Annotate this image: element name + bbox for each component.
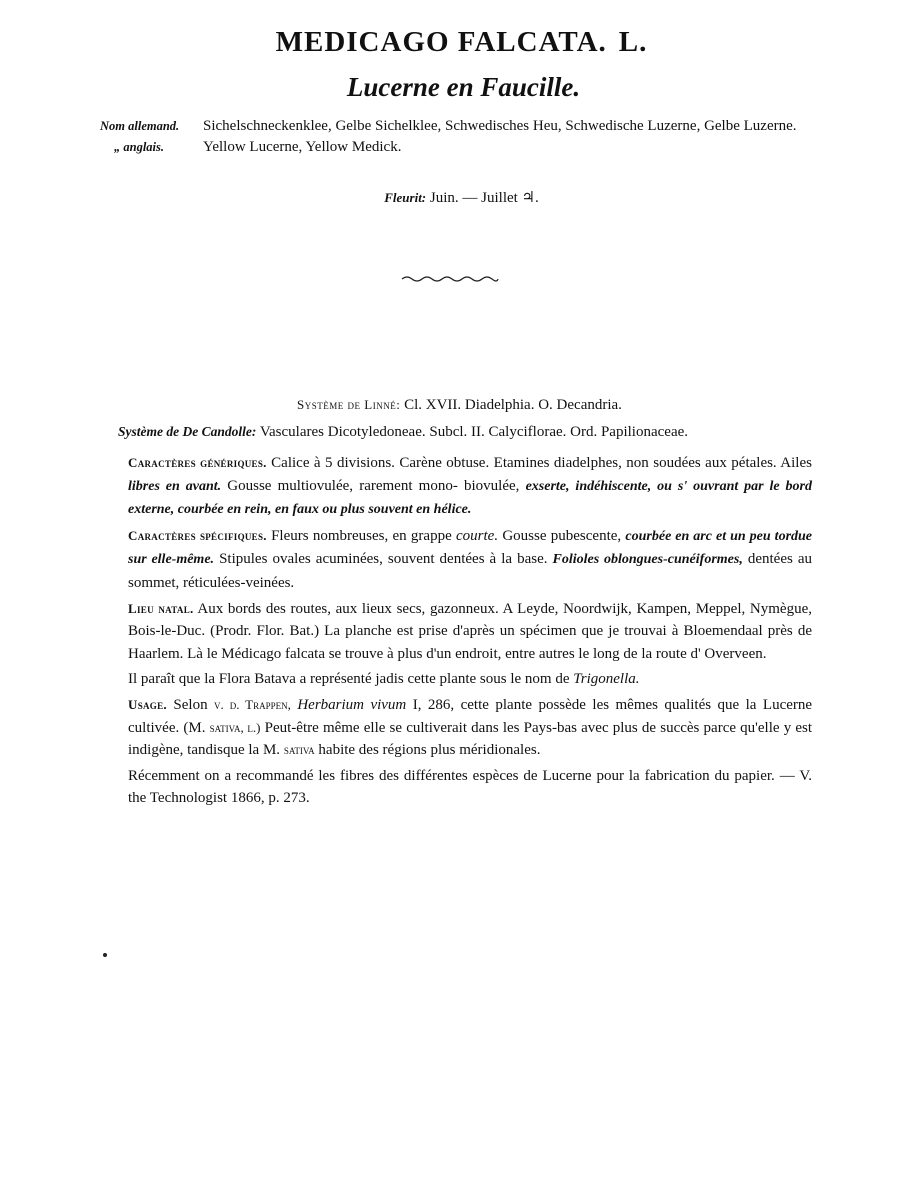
usage-smallcaps-2: sativa, l.) bbox=[209, 719, 261, 735]
usage-smallcaps-3: sativa bbox=[283, 742, 315, 758]
ink-dot bbox=[103, 953, 107, 957]
habitat-heading: Lieu natal. bbox=[128, 600, 194, 616]
specific-text-1: Fleurs nombreuses, en grappe bbox=[271, 527, 452, 544]
generic-characters bbox=[128, 452, 812, 522]
habitat-text: Aux bords des routes, aux lieux secs, gazonneux. A Leyde, Noordwijk, Kampen, Meppel, Nymègue, Bois-le-Duc. (Prodr. Flor. Bat.) La planche est prise d'après un spécimen que je trouvai à Bloemendaal près de Haarlem. Là le Médicago falcata se trouve à plus d'un endroit, entre autres le long de la route d' Overveen. bbox=[128, 600, 812, 662]
german-value: Sichelschneckenklee, Gelbe Sichelklee, Schwedisches Heu, Schwedische Luzerne, Gelbe Luzerne. bbox=[203, 118, 797, 134]
english-value: Yellow Lucerne, Yellow Medick. bbox=[203, 139, 402, 155]
specific-characters bbox=[128, 525, 812, 595]
flora-text: Il paraît que la Flora Batava a représenté jadis cette plante sous le nom de bbox=[128, 671, 570, 688]
candolle-system bbox=[118, 424, 818, 441]
native-habitat bbox=[128, 598, 812, 666]
specific-italic-1: courte. bbox=[456, 527, 499, 544]
vernacular-names bbox=[100, 116, 840, 158]
generic-text-1: Calice à 5 divisions. Carène obtuse. Etamines diadelphes, non soudées aux pétales. Ailes bbox=[271, 455, 812, 471]
usage-italic-1: Herbarium vivum bbox=[297, 696, 407, 713]
specific-text-3: Stipules ovales acuminées, souvent dentées à la base. bbox=[219, 551, 548, 568]
specific-heading: Caractères spécifiques. bbox=[128, 527, 267, 543]
german-label: Nom allemand. bbox=[100, 119, 180, 133]
german-name-row bbox=[100, 116, 840, 137]
generic-heading: Caractères génériques. bbox=[128, 455, 267, 470]
linne-label: Système de Linné: bbox=[297, 397, 401, 412]
generic-text-2: Gousse multiovulée, rarement mono- biovulée, bbox=[227, 477, 520, 494]
linne-value: Cl. XVII. Diadelphia. O. Decandria. bbox=[404, 397, 622, 413]
specific-text-4: dentées au sommet, réticulées-veinées. bbox=[128, 551, 813, 591]
species-name: MEDICAGO FALCATA. bbox=[275, 26, 607, 58]
usage-heading: Usage. bbox=[128, 696, 167, 712]
species-author: L. bbox=[618, 26, 648, 58]
flowering-period bbox=[12, 188, 899, 207]
candolle-label: Système de De Candolle: bbox=[118, 424, 257, 439]
usage-section bbox=[128, 694, 812, 762]
english-label: „ anglais. bbox=[114, 140, 165, 154]
english-name-row bbox=[100, 137, 840, 158]
usage-smallcaps-1: v. d. Trappen, bbox=[214, 696, 291, 712]
linnaean-system bbox=[10, 397, 899, 414]
flowering-value: Juin. — Juillet ♃. bbox=[429, 190, 539, 206]
recent-note bbox=[128, 765, 812, 810]
page-title bbox=[12, 26, 899, 59]
wavy-ornament bbox=[400, 272, 500, 286]
candolle-value: Vasculares Dicotyledoneae. Subcl. II. Calyciflorae. Ord. Papilionaceae. bbox=[259, 424, 689, 440]
usage-text-4: habite des régions plus méridionales. bbox=[318, 742, 541, 759]
specific-italic-2: courbée en arc et un peu tordue sur elle-même. bbox=[128, 528, 813, 568]
specific-italic-3: Folioles oblongues-cunéiformes, bbox=[552, 552, 743, 568]
description-body bbox=[128, 452, 812, 813]
recent-text: Récemment on a recommandé les fibres des différentes espèces de Lucerne pour la fabrication du papier. — V. the Technologist 1866, p. 273. bbox=[128, 767, 812, 807]
flora-italic: Trigonella. bbox=[573, 671, 640, 688]
usage-text-3: Peut-être même elle se cultiverait dans les Pays-bas avec plus de succès parce qu'elle y est indigène, tandisque la M. bbox=[128, 719, 813, 759]
generic-italic-1: libres en avant. bbox=[128, 478, 222, 494]
usage-text-2: I, 286, cette plante possède les mêmes qualités que la Lucerne cultivée. (M. bbox=[128, 696, 813, 736]
common-name: Lucerne en Faucille. bbox=[346, 72, 581, 102]
usage-text-1: Selon bbox=[173, 696, 208, 713]
specific-text-2: Gousse pubescente, bbox=[502, 527, 622, 544]
flora-batava-note bbox=[128, 668, 812, 691]
flowering-label: Fleurit: bbox=[384, 190, 427, 205]
generic-italic-2: exserte, indéhiscente, ou s' ouvrant par le bord externe, courbée en rein, en faux ou plus souvent en hélice. bbox=[128, 478, 813, 518]
